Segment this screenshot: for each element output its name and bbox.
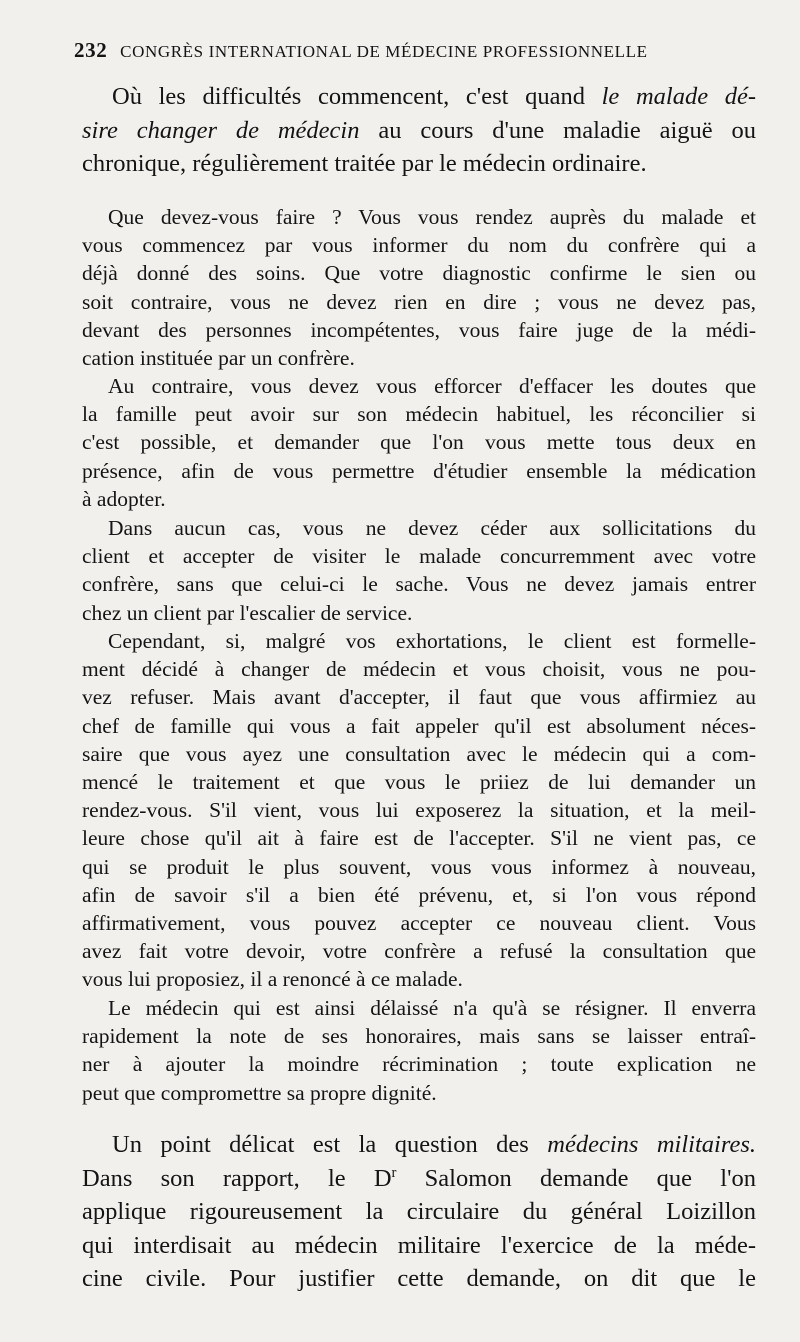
paragraph-5 [82,994,756,1107]
text-line: rapidement la note de ses honoraires, mais sans se laisser entraî- [82,1024,756,1049]
text-line: peut que compromettre sa propre dignité. [82,1080,437,1105]
intro-paragraph [82,80,756,181]
text-line: affirmativement, vous pouvez accepter ce nouveau client. Vous [82,911,756,936]
text-line: Le médecin qui est ainsi délaissé n'a qu'à se résigner. Il enverra [108,996,756,1020]
text-line: Au contraire, vous devez vous efforcer d'effacer les doutes que [108,374,756,398]
running-title: CONGRÈS INTERNATIONAL DE MÉDECINE PROFESSIONNELLE [120,42,648,61]
text-line: c'est possible, et demander que l'on vous mette tous deux en [82,430,756,455]
text-line: soit contraire, vous ne devez rien en dire ; vous ne devez pas, [82,289,756,314]
text-line: avez fait votre devoir, votre confrère a refusé la consultation que [82,939,756,964]
text-line: à adopter. [82,486,166,511]
paragraph-4 [82,627,756,994]
text-line: afin de savoir s'il a bien été prévenu, et, si l'on vous répond [82,882,756,907]
page-header [74,38,764,63]
intro-line-3: chronique, régulièrement traitée par le médecin ordinaire. [82,150,647,178]
text-line: Cependant, si, malgré vos exhortations, le client est formelle- [108,629,756,653]
intro-line-2: sire changer de médecin au cours d'une maladie aiguë ou [82,116,756,144]
text-line: applique rigoureusement la circulaire du général Loizillon [82,1198,756,1226]
text-line: rendez-vous. S'il vient, vous lui exposerez la situation, et la meil- [82,798,756,823]
text-line: Dans aucun cas, vous ne devez céder aux sollicitations du [108,516,756,540]
closing-line-1: Un point délicat est la question des médecins militaires. [112,1131,756,1158]
text-line: qui interdisait au médecin militaire l'exercice de la méde- [82,1231,756,1259]
paragraph-2 [82,372,756,513]
text-line: qui se produit le plus souvent, vous vous informez à nouveau, [82,854,756,879]
text-line: cine civile. Pour justifier cette demande, on dit que le [82,1265,756,1293]
page-number: 232 [74,38,108,62]
paragraph-1 [82,203,756,372]
text-line: chef de famille qui vous a fait appeler qu'il est absolument néces- [82,713,756,738]
text-line: saire que vous ayez une consultation avec le médecin qui a com- [82,741,756,766]
text-line: leure chose qu'il ait à faire est de l'accepter. S'il ne vient pas, ce [82,826,756,851]
text-line: client et accepter de visiter le malade concurremment avec votre [82,544,756,569]
text-line: la famille peut avoir sur son médecin habituel, les réconcilier si [82,402,756,427]
text-line: ner à ajouter la moindre récrimination ; toute explication ne [82,1052,756,1077]
closing-line-2: Dans son rapport, le $D^r$ Salomon demande que l'on [82,1164,756,1192]
text-line: devant des personnes incompétentes, vous faire juge de la médi- [82,317,756,342]
text-line: vous commencez par vous informer du nom du confrère qui a [82,233,756,258]
paragraph-3 [82,514,756,627]
text-line: vez refuser. Mais avant d'accepter, il faut que vous affirmiez au [82,685,756,710]
text-line: mencé le traitement et que vous le priiez de lui demander un [82,770,756,795]
text-line: ment décidé à changer de médecin et vous choisit, vous ne pou- [82,657,756,682]
text-line: confrère, sans que celui-ci le sache. Vous ne devez jamais entrer [82,572,756,597]
text-line: cation instituée par un confrère. [82,346,355,371]
text-line: Que devez-vous faire ? Vous vous rendez auprès du malade et [108,205,756,229]
closing-paragraph [82,1128,756,1296]
text-line: déjà donné des soins. Que votre diagnostic confirme le sien ou [82,261,756,286]
text-line: vous lui proposiez, il a renoncé à ce malade. [82,967,463,992]
text-line: présence, afin de vous permettre d'étudier ensemble la médication [82,458,756,483]
intro-line-1: Où les difficultés commencent, c'est quand le malade dé- [112,83,756,110]
text-line: chez un client par l'escalier de service. [82,600,413,625]
